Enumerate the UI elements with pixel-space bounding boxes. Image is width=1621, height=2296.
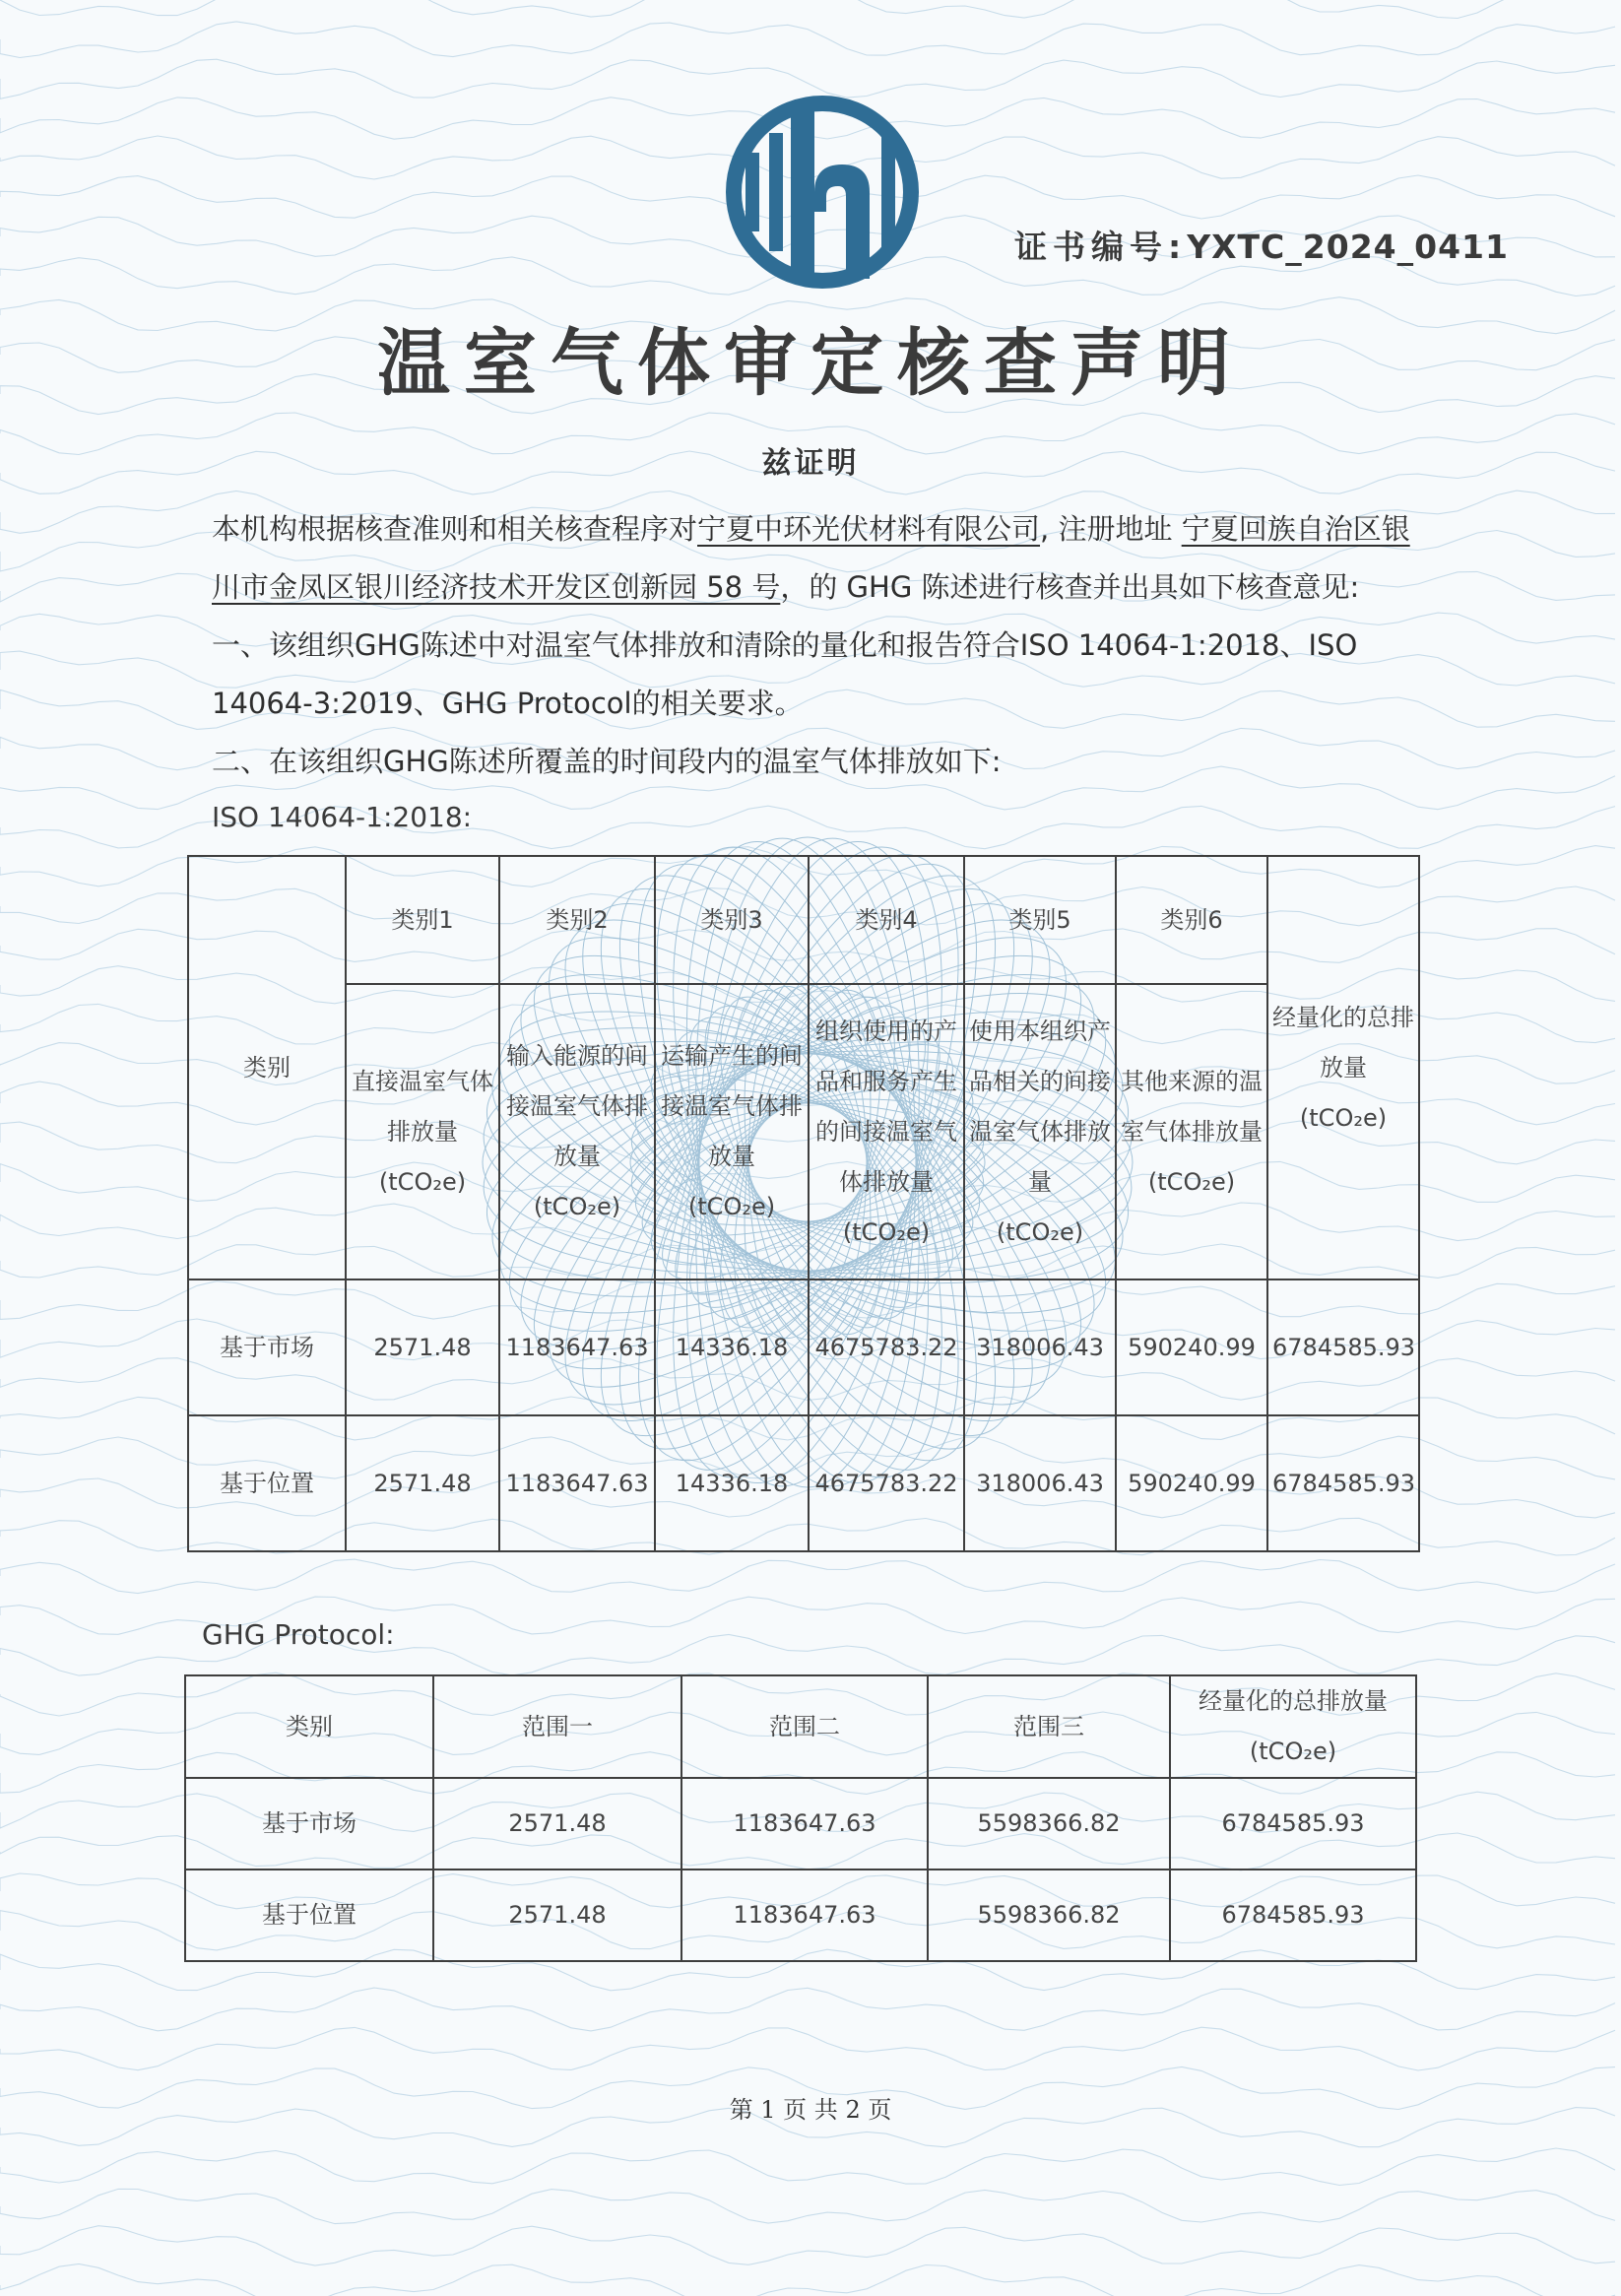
guilloche-wave [0, 1988, 1615, 2031]
iso-category-5: 类别5 [964, 856, 1116, 984]
iso-table-label: ISO 14064-1:2018: [212, 801, 473, 833]
ghg-value: 1183647.63 [681, 1870, 928, 1961]
ghg-total-unit: (tCO₂e) [1249, 1738, 1337, 1765]
iso-desc-2: 输入能源的间接温室气体排放量 [506, 1042, 648, 1170]
iso-desc-unit: (tCO₂e) [1147, 1167, 1236, 1196]
iso-category-2: 类别2 [499, 856, 655, 984]
ghg-total-header-text: 经量化的总排放量 [1199, 1687, 1388, 1715]
iso-desc-cell [964, 984, 1116, 1279]
guilloche-wave [0, 2263, 1615, 2296]
company-name: 宁夏中环光伏材料有限公司 [697, 512, 1041, 546]
ghg-row-location [185, 1870, 1416, 1961]
iso-value: 2571.48 [346, 1279, 499, 1415]
guilloche-wave [0, 2148, 1615, 2186]
opinion-one: 一、该组织GHG陈述中对温室气体排放和清除的量化和报告符合ISO 14064-1:2018、ISO 14064-3:2019、GHG Protocol的相关要求。 [212, 628, 1358, 720]
iso-category-6: 类别6 [1116, 856, 1267, 984]
iso-value: 14336.18 [655, 1279, 809, 1415]
ghg-value: 2571.48 [433, 1870, 681, 1961]
iso-desc-5: 使用本组织产品相关的间接温室气体排放量 [969, 1017, 1111, 1196]
iso-desc-cell [1116, 984, 1267, 1279]
ghg-value: 5598366.82 [928, 1778, 1170, 1870]
iso-value: 4675783.22 [809, 1279, 964, 1415]
guilloche-wave [0, 2027, 1615, 2070]
certificate-number [1014, 222, 1509, 268]
iso-row-label: 基于位置 [188, 1415, 346, 1551]
ghg-protocol-table [184, 1674, 1417, 1962]
certificate-number-value: YXTC_2024_0411 [1187, 228, 1509, 266]
ghg-value: 6784585.93 [1170, 1778, 1416, 1870]
iso-desc-cell [346, 984, 499, 1279]
iso-desc-cell [809, 984, 964, 1279]
ghg-value: 5598366.82 [928, 1870, 1170, 1961]
ghg-header-scope1: 范围一 [433, 1675, 681, 1778]
iso-category-3: 类别3 [655, 856, 809, 984]
page-subtitle: 兹证明 [761, 446, 860, 481]
intro-lead: 本机构根据核查准则和相关核查程序对 [212, 512, 698, 546]
intro-tail: ，的 GHG 陈述进行核查并出具如下核查意见: [780, 570, 1360, 604]
iso-desc-unit: (tCO₂e) [842, 1217, 931, 1246]
iso-desc-unit: (tCO₂e) [687, 1193, 776, 1220]
iso-row-market [188, 1279, 1419, 1415]
iso-desc-unit: (tCO₂e) [378, 1167, 467, 1196]
ghg-value: 2571.48 [433, 1778, 681, 1870]
iso-desc-3: 运输产生的间接温室气体排放量 [661, 1042, 803, 1170]
guilloche-wave [0, 0, 1615, 19]
intro-paragraph [212, 500, 1423, 617]
organization-logo-icon [724, 94, 921, 291]
iso-value: 6784585.93 [1267, 1279, 1419, 1415]
iso-category-1: 类别1 [346, 856, 499, 984]
iso-desc-cell [499, 984, 655, 1279]
ghg-row-label: 基于位置 [185, 1870, 433, 1961]
iso-value: 14336.18 [655, 1415, 809, 1551]
iso-desc-6: 其他来源的温室气体排放量 [1121, 1067, 1263, 1146]
iso-row-label: 基于市场 [188, 1279, 346, 1415]
ghg-value: 1183647.63 [681, 1778, 928, 1870]
iso-row-location [188, 1415, 1419, 1551]
guilloche-wave [0, 22, 1615, 58]
iso-category-4: 类别4 [809, 856, 964, 984]
registered-address: 宁夏回族自治区银川市金凤区银川经济技术开发区创新园 58 号 [212, 512, 1410, 604]
page-number: 第 1 页 共 2 页 [729, 2096, 892, 2124]
iso-desc-4: 组织使用的产品和服务产生的间接温室气体排放量 [815, 1017, 957, 1196]
iso-total-unit: (tCO₂e) [1299, 1103, 1388, 1132]
guilloche-wave [0, 1559, 1615, 1594]
registration-label: , 注册地址 [1040, 512, 1182, 546]
ghg-header-scope2: 范围二 [681, 1675, 928, 1778]
ghg-header-total [1170, 1675, 1416, 1778]
iso-emissions-table [187, 855, 1420, 1552]
iso-value: 2571.48 [346, 1415, 499, 1551]
iso-value: 318006.43 [964, 1279, 1116, 1415]
guilloche-wave [0, 2226, 1615, 2265]
iso-desc-unit: (tCO₂e) [533, 1193, 621, 1220]
opinion-two: 二、在该组织GHG陈述所覆盖的时间段内的温室气体排放如下: [212, 745, 1002, 778]
iso-value: 1183647.63 [499, 1415, 655, 1551]
ghg-row-market [185, 1778, 1416, 1870]
certificate-number-label: 证书编号: [1014, 228, 1188, 266]
guilloche-wave [0, 2189, 1615, 2223]
ghg-table-label: GHG Protocol: [202, 1618, 395, 1651]
iso-desc-unit: (tCO₂e) [996, 1217, 1084, 1246]
iso-total-header-text: 经量化的总排放量 [1272, 1003, 1414, 1082]
iso-desc-1: 直接温室气体排放量 [352, 1067, 493, 1146]
page-title: 温室气体审定核查声明 [377, 321, 1244, 406]
iso-desc-cell [655, 984, 809, 1279]
iso-value: 4675783.22 [809, 1415, 964, 1551]
ghg-header-scope3: 范围三 [928, 1675, 1170, 1778]
ghg-header-category: 类别 [185, 1675, 433, 1778]
ghg-value: 6784585.93 [1170, 1870, 1416, 1961]
iso-total-header [1267, 856, 1419, 1279]
iso-value: 590240.99 [1116, 1415, 1267, 1551]
iso-value: 1183647.63 [499, 1279, 655, 1415]
iso-row-header: 类别 [188, 856, 346, 1279]
iso-value: 6784585.93 [1267, 1415, 1419, 1551]
ghg-row-label: 基于市场 [185, 1778, 433, 1870]
iso-value: 318006.43 [964, 1415, 1116, 1551]
iso-value: 590240.99 [1116, 1279, 1267, 1415]
